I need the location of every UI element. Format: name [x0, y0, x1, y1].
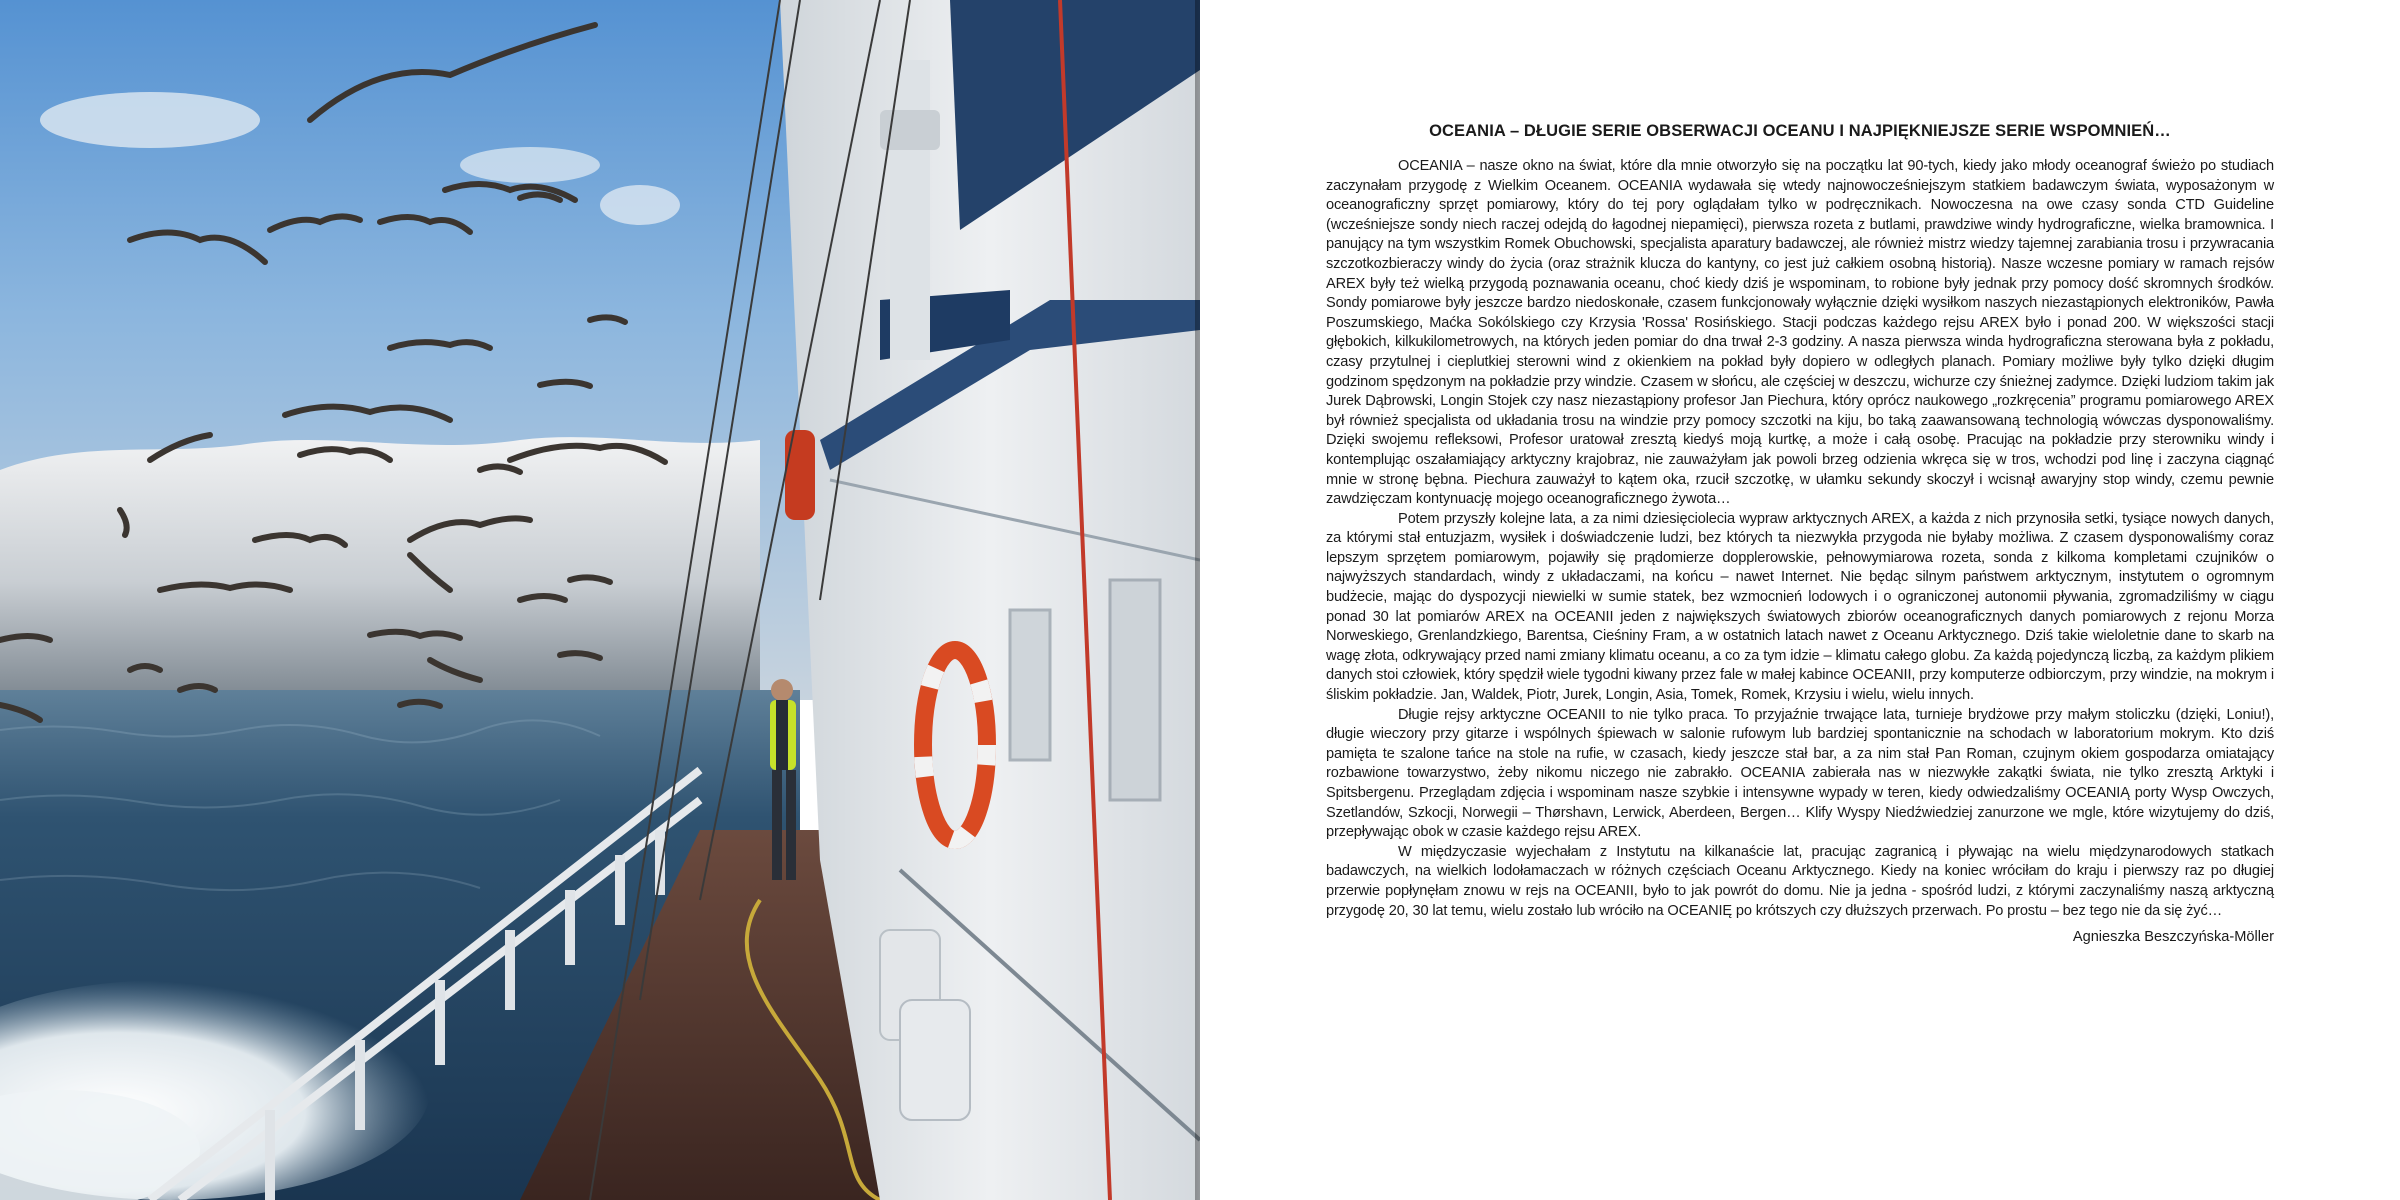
article-paragraph: Potem przyszły kolejne lata, a za nimi dziesięciolecia wypraw arktycznych AREX, a każda z nich przynosiła setki, tysiące nowych danych, za którymi stał entuzjazm, wysiłek i doświadczenie ludzi, bez których ta niezwykła przygoda nie byłaby możliwa. Z czasem dysponowaliśmy coraz lepszym sprzętem pomiarowym, pojawiły się prądomierze dopplerowskie, pełnowymiarowa rozeta, sonda z kilkoma kompletami czujników o najwyższych standardach, windy z układaczami, na końcu – nawet Internet. Nie będąc silnym państwem arktycznym, instytutem o ogromnym budżecie, mając do dyspozycji niewielki w sumie statek, bez wzmocnień lodowych i o ograniczonej autonomii pływania, zgromadziliśmy w ciągu ponad 30 lat pomiarów AREX na OCEANII jeden z największych światowych zbiorów oceanograficznych danych pomiarowych z rejonu Morza Norweskiego, Grenlandzkiego, Barentsa, Cieśniny Fram, a w ostatnich latach nawet z Oceanu Arktycznego. Dziś takie wieloletnie dane to skarb na wagę złota, odkrywający przed nami zmiany klimatu oceanu, a co za tym idzie – klimatu całego globu. Za każdą pojedynczą liczbą, za każdym plikiem danych stoi człowiek, który spędził wiele tygodni kiwany przez fale w małej kabince OCEANII, przy komputerze odbiorczym, przy windzie, na mokrym i śliskim pokładzie. Jan, Waldek, Piotr, Jurek, Longin, Asia, Tomek, Romek, Krzysiu i wielu, wielu innych. [1326, 510, 2274, 704]
porthole-door [1010, 610, 1050, 760]
cloud-bank [0, 437, 760, 700]
article-author: Agnieszka Beszczyńska-Möller [2072, 929, 2274, 946]
article-paragraph: W międzyczasie wyjechałam z Instytutu na kilkanaście lat, pracując zagranicą i pływając na wielu międzynarodowych statkach badawczych, na wielkich lodołamaczach w różnych częściach Oceanu Arktycznego. Kiedy na koniec wróciłam do kraju i pierwszy raz po długiej przerwie popłynęłam znowu w rejs na OCEANII, było to jak powrót do domu. Nie ja jedna - spośród ludzi, z którymi zaczynaliśmy naszą arktyczną przygodę 20, 30 lat temu, wielu zostało lub wróciło na OCEANIĘ po krótszych czy dłuższych przerwach. Po prostu – bez tego nie da się żyć… [1326, 843, 2274, 919]
article [1326, 122, 2274, 945]
deck-box [900, 1000, 970, 1120]
article-paragraph: Długie rejsy arktyczne OCEANII to nie tylko praca. To przyjaźnie trwające lata, turnieje brydżowe przy małym stoliczku (dzięki, Loniu!), długie wieczory przy gitarze i wspólnych śpiewach w salonie rufowym lub bardziej spontanicznie na schodach w laboratorium mokrym. Kto dziś pamięta te szalone tańce na stole na rufie, w czasach, kiedy jeszcze stał bar, a za nim stał Pan Roman, czujnym okiem gospodarza omiatający rozbawione towarzystwo, żeby nikomu niczego nie zabrakło. OCEANIA zabierała nas w niezwykłe zakątki świata, nie tylko zresztą Arktyki i Spitsbergenu. Przeglądam zdjęcia i wspominam nasze szybkie i intensywne wypady w teren, kiedy odwiedzaliśmy OCEANIĄ porty Wysp Owczych, Szetlandów, Szkocji, Norwegii – Thørshavn, Lerwick, Aberdeen, Bergen… Klify Wyspy Niedźwiedziej zanurzone we mgle, które wizytujemy do dziś, przepływając obok w czasie każdego rejsu AREX. [1326, 706, 2274, 841]
article-paragraph: OCEANIA – nasze okno na świat, które dla mnie otworzyło się na początku lat 90-tych, kiedy jako młody oceanograf świeżo po studiach zaczynałam przygodę z Wielkim Oceanem. OCEANIA wydawała się wtedy najnowocześniejszym statkiem badawczym świata, wyposażonym w oceanograficzny sprzęt pomiarowy, który do tej pory oglądałam tylko w podręcznikach. Nowoczesna na owe czasy sonda CTD Guideline (wcześniejsze sondy niech raczej odejdą do łagodnej niepamięci), pierwsza rozeta z butlami, prawdziwe windy hydrograficzne, wielka bramownica. I panujący na tym wszystkim Romek Obuchowski, specjalista aparatury badawczej, ale również mistrz wiedzy tajemnej zarabiania trosu i przywracania szczotkozbieraczy windy do życia (oraz strażnik klucza do kantyny, co jest już całkiem osobną historią). Nasze wczesne pomiary w ramach rejsów AREX były też wielką przygodą poznawania oceanu, choć kiedy dziś je wspominam, to robione były jednak przy pomocy dość skromnych środków. Sondy pomiarowe były jeszcze bardzo niedoskonałe, czasem funkcjonowały wyłącznie dzięki wysiłkom naszych niezastąpionych elektroników, Pawła Poszumskiego, Maćka Sokólskiego czy Krzysia 'Rossa' Rosińskiego. Stacji podczas każdego rejsu AREX było i ponad 200. W większości stacji głębokich, kilkukilometrowych, na których jeden pomiar do dna trwał 2-3 godziny. A nasza pierwsza winda hydrograficzna sterowana była z pokładu, czasy przytulnej i cieplutkiej sterowni wind z okienkiem na pokład były dopiero w odległych planach. Pomiary możliwe były tylko dzięki długim godzinom spędzonym na pokładzie przy windzie. Czasem w słońcu, ale częściej w deszczu, wichurze czy śnieżnej zadymce. Dzięki ludziom takim jak Jurek Dąbrowski, Longin Stojek czy nasz niezastąpiony profesor Jan Piechura, który oprócz naukowego „rozkręcenia” programu pomiarowego AREX był również specjalista od układania trosu na windzie przy pomocy szczotki na kiju, bo taką zaawansowaną technologią wówczas dysponowaliśmy. Dzięki swojemu refleksowi, Profesor uratował zresztą kiedyś moją kurtkę, a może i całą osobę. Pracując na pokładzie przy sterowniku windy i kontemplując oszałamiający arktyczny krajobraz, nie zauważyłam jak powoli brzeg odzienia wkręca się w tros, wchodzi pod linę i zaczyna ciągnąć mnie w stronę bębna. Piechura zauważył to kątem oka, rzucił szczotkę, w ułamku sekundy skoczył i wcisnął awaryjny stop windy, czemu pewnie zawdzięczam kontynuację mojego oceanograficznego żywota… [1326, 158, 2274, 508]
cabin-door [1110, 580, 1160, 800]
article-title: OCEANIA – DŁUGIE SERIE OBSERWACJI OCEANU I NAJPIĘKNIEJSZE SERIE WSPOMNIEŃ… [1429, 122, 2171, 140]
cloud [460, 147, 600, 183]
cloud [40, 92, 260, 148]
ventilator-pipe [890, 60, 930, 360]
text-page [1200, 0, 2400, 1200]
red-equipment [785, 430, 815, 520]
cloud [600, 185, 680, 225]
